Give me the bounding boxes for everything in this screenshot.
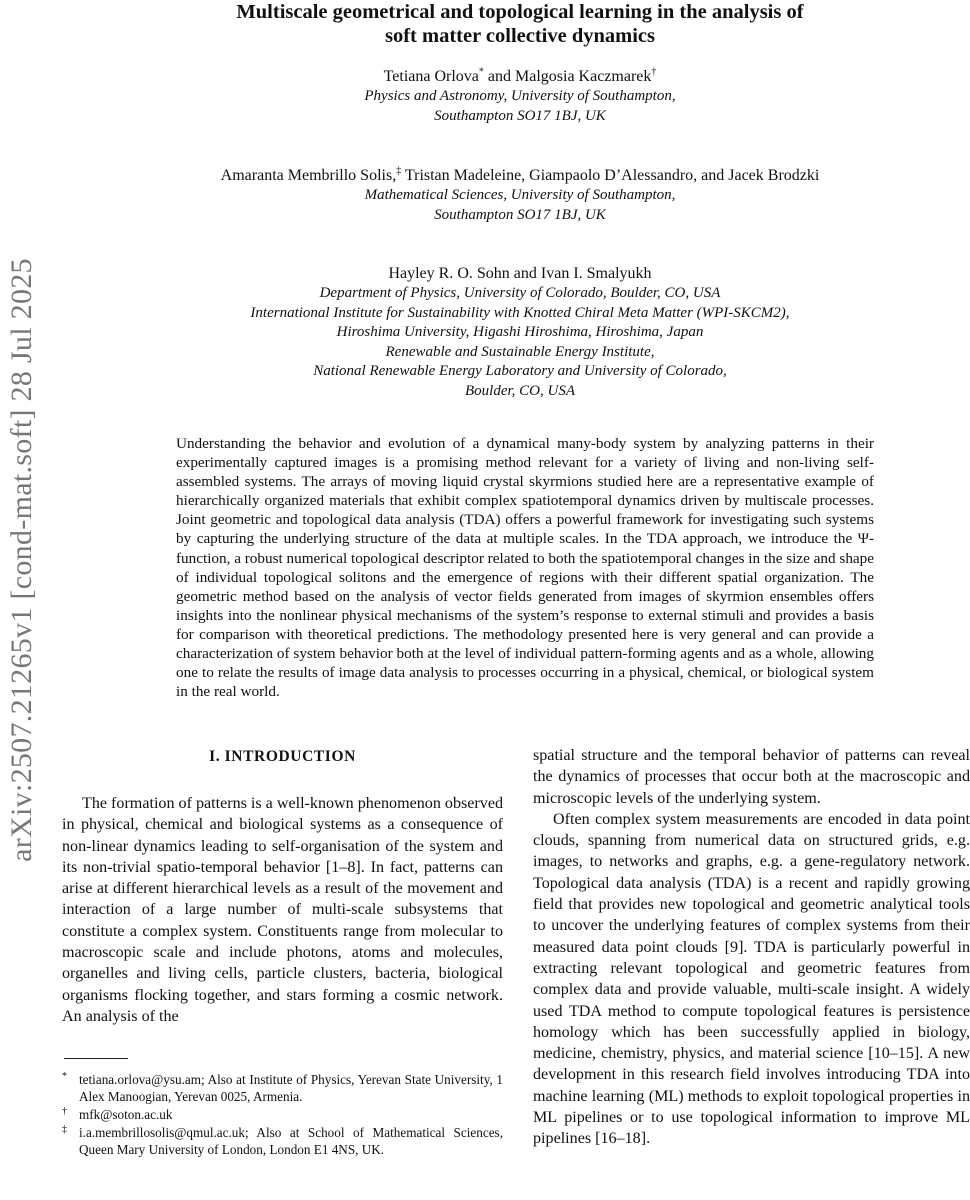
affiliation-line: Southampton SO17 1BJ, UK [434,206,606,223]
affiliation-line: Hiroshima University, Higashi Hiroshima, Hiroshima, Japan [336,324,704,340]
right-column [533,745,970,1150]
affiliation-line: National Renewable Energy Laboratory and University of Colorado, [313,363,727,379]
affiliation-line: Department of Physics, University of Colorado, Boulder, CO, USA [319,285,721,301]
title-line-1: Multiscale geometrical and topological learning in the analysis of [236,1,804,23]
footnotes [62,1071,503,1159]
author-group-2 [120,166,920,225]
author-group-3 [120,264,920,401]
abstract-text: Understanding the behavior and evolution of a dynamical many-body system by analyzing patterns in their experimentally captured images is a promising method relevant for a variety of living and non-living self-assembled systems. The arrays of moving liquid crystal skyrmions studied here are a representative example of hierarchically organized materials that exhibit complex spatiotemporal dynamics driven by multiscale processes. Joint geometric and topological data analysis (TDA) offers a powerful framework for investigating such systems by capturing the underlying structure of the data at multiple scales. In the TDA approach, we introduce the Ψ-function, a robust numerical topological descriptor related to both the spatiotemporal changes in the size and shape of individual topological solitons and the emergence of regions with their different spatial organization. The geometric method based on the analysis of vector fields generated from images of skyrmion ensembles offers insights into the nonlinear physical mechanisms of the system’s response to external stimuli and provides a basis for comparison with theoretical predictions. The methodology presented here is very general and can provide a characterization of system behavior both at the level of individual pattern-forming agents and as a whole, allowing one to relate the results of image data analysis to processes occurring in a physical, chemical, or biological system in the real world. [176,435,874,701]
abstract [176,434,874,701]
author-names: Tetiana Orlova* and Malgosia Kaczmarek† [383,66,657,85]
affiliation-line: Southampton SO17 1BJ, UK [434,107,606,124]
author-names: Hayley R. O. Sohn and Ivan I. Smalyukh [388,265,652,282]
author-group-1 [120,67,920,126]
left-column [62,746,503,1027]
affiliation-line: Renewable and Sustainable Energy Institute, [385,343,655,360]
affiliation-line: International Institute for Sustainability with Knotted Chiral Meta Matter (WPI-SKCM2), [250,304,790,321]
title-line-2: soft matter collective dynamics [384,25,656,47]
arxiv-stamp-text: arXiv:2507.21265v1 [cond-mat.soft] 28 Jul 2025 [5,258,38,862]
author-names: Amaranta Membrillo Solis,‡ Tristan Madeleine, Giampaolo D’Alessandro, and Jacek Brodzki [220,165,820,184]
footnote: * tetiana.orlova@ysu.am; Also at Institute of Physics, Yerevan State University, 1 Alex Manoogian, Yerevan 0025, Armenia. [62,1071,503,1104]
arxiv-stamp [2,250,42,870]
footnote: † mfk@soton.ac.uk [62,1106,173,1122]
body-paragraph: spatial structure and the temporal behavior of patterns can reveal the dynamics of processes that occur both at the macroscopic and microscopic levels of the underlying system. [533,747,970,807]
body-paragraph: Often complex system measurements are encoded in data point clouds, spanning from numerical data on structured grids, e.g. images, to networks and graphs, e.g. a gene-regulatory network. Topological data analysis (TDA) is a recent and rapidly growing field that provides new topological and geometric analytical tools to uncover the underlying features of complex systems from their measured data point clouds [9]. TDA is particularly powerful in extracting relevant topological and geometric features from complex data and provide valuable, multi-scale insight. A widely used TDA method to compute topological features is persistence homology which has been successfully applied in biology, medicine, chemistry, physics, and material science [10–15]. A new development in this research field involves introducing TDA into machine learning (ML) methods to exploit topological properties in ML pipelines or to use topological information to improve ML pipelines [16–18]. [533,810,970,1148]
affiliation-line: Physics and Astronomy, University of Southampton, [364,88,676,104]
footnote-rule [64,1058,128,1059]
affiliation-line: Mathematical Sciences, University of Southampton, [364,187,676,203]
footnote: ‡ i.a.membrillosolis@qmul.ac.uk; Also at School of Mathematical Sciences, Queen Mary University of London, London E1 4NS, UK. [62,1124,503,1157]
paper-title [120,0,920,48]
affiliation-line: Boulder, CO, USA [465,382,575,399]
section-heading: I. INTRODUCTION [209,748,356,765]
body-paragraph: The formation of patterns is a well-known phenomenon observed in physical, chemical and biological systems as a consequence of non-linear dynamics leading to self-organisation of the system and its non-trivial spatio-temporal behavior [1–8]. In fact, patterns can arise at different hierarchical levels as a result of the movement and interaction of a large number of multi-scale subsystems that constitute a complex system. Constituents range from molecular to macroscopic scale and include photons, atoms and molecules, organelles and living cells, particle clusters, bacteria, biological organisms flocking together, and stars forming a cosmic network. An analysis of the [62,795,504,1025]
